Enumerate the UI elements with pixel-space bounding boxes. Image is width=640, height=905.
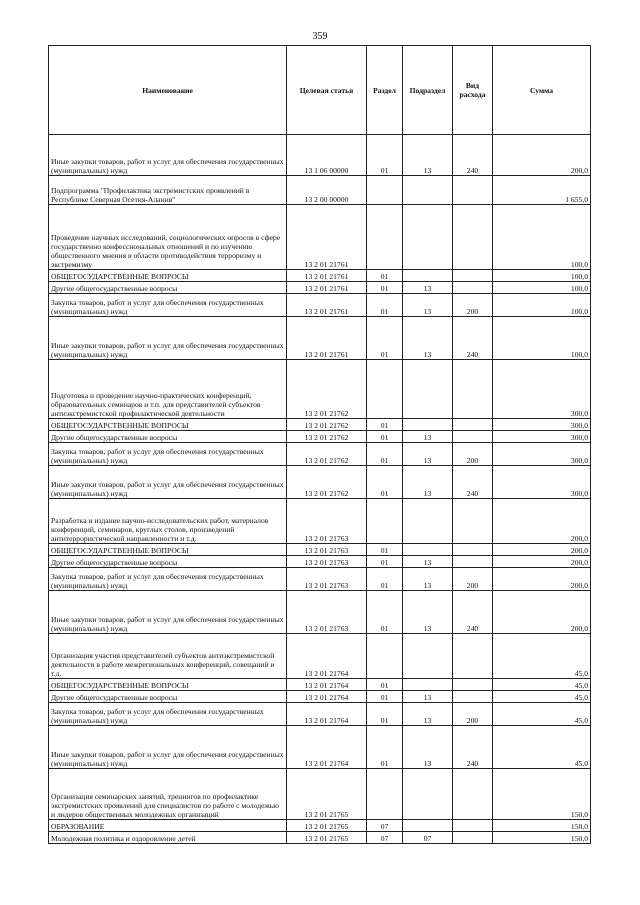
row-amount: 100,0 [493, 317, 591, 360]
row-amount: 200,0 [493, 499, 591, 544]
row-amount: 45,0 [493, 691, 591, 703]
row-amount: 300,0 [493, 431, 591, 443]
row-target: 13 2 01 21762 [287, 431, 367, 443]
row-name: Закупка товаров, работ и услуг для обеспечения государственных (муниципальных) нужд [49, 294, 287, 317]
header-target: Целевая статья [287, 46, 367, 135]
row-name: Другие общегосударственные вопросы [49, 282, 287, 294]
row-amount: 45,0 [493, 726, 591, 769]
row-name: Иные закупки товаров, работ и услуг для обеспечения государственных (муниципальных) нужд [49, 317, 287, 360]
table-row [49, 832, 591, 844]
row-subsection: 13 [403, 556, 453, 568]
row-amount: 300,0 [493, 360, 591, 419]
row-subsection [403, 769, 453, 820]
table-row [49, 726, 591, 769]
row-subsection: 13 [403, 317, 453, 360]
row-name: ОБЩЕГОСУДАРСТВЕННЫЕ ВОПРОСЫ [49, 679, 287, 691]
row-subsection [403, 176, 453, 205]
row-section: 01 [367, 294, 403, 317]
row-expense-type: 200 [453, 568, 493, 591]
table-row [49, 466, 591, 499]
row-expense-type: 200 [453, 443, 493, 466]
row-target: 13 2 01 21761 [287, 205, 367, 270]
row-target: 13 2 01 21762 [287, 419, 367, 431]
row-expense-type [453, 419, 493, 431]
row-expense-type [453, 431, 493, 443]
row-section: 07 [367, 832, 403, 844]
row-expense-type: 240 [453, 726, 493, 769]
row-section: 01 [367, 419, 403, 431]
row-section: 01 [367, 591, 403, 634]
table-row [49, 499, 591, 544]
table-row [49, 360, 591, 419]
table-row [49, 419, 591, 431]
table-row [49, 703, 591, 726]
row-subsection: 13 [403, 726, 453, 769]
row-section: 01 [367, 135, 403, 176]
header-subsection: Подраздел [403, 46, 453, 135]
row-name: ОБЩЕГОСУДАРСТВЕННЫЕ ВОПРОСЫ [49, 270, 287, 282]
row-expense-type [453, 634, 493, 679]
row-amount: 200,0 [493, 568, 591, 591]
table-row [49, 176, 591, 205]
row-amount: 200,0 [493, 544, 591, 556]
row-subsection: 13 [403, 443, 453, 466]
row-section: 01 [367, 466, 403, 499]
row-expense-type [453, 769, 493, 820]
row-amount: 100,0 [493, 270, 591, 282]
table-row [49, 556, 591, 568]
row-expense-type: 240 [453, 466, 493, 499]
table-row [49, 568, 591, 591]
row-name: ОБРАЗОВАНИЕ [49, 820, 287, 832]
row-target: 13 2 01 21761 [287, 270, 367, 282]
table-row [49, 431, 591, 443]
row-section [367, 634, 403, 679]
row-name: Разработка и издание научно-исследовательских работ, материалов конференций, семинаров, круглых столов, произведений антитеррористической направленности и т.д. [49, 499, 287, 544]
row-name: ОБЩЕГОСУДАРСТВЕННЫЕ ВОПРОСЫ [49, 544, 287, 556]
row-amount: 300,0 [493, 419, 591, 431]
row-expense-type [453, 499, 493, 544]
row-amount: 200,0 [493, 556, 591, 568]
row-amount: 100,0 [493, 294, 591, 317]
row-name: Другие общегосударственные вопросы [49, 431, 287, 443]
row-name: Иные закупки товаров, работ и услуг для обеспечения государственных (муниципальных) нужд [49, 726, 287, 769]
row-section: 01 [367, 556, 403, 568]
row-subsection [403, 679, 453, 691]
row-expense-type [453, 691, 493, 703]
row-name: Иные закупки товаров, работ и услуг для обеспечения государственных (муниципальных) нужд [49, 135, 287, 176]
row-section: 01 [367, 726, 403, 769]
table-row [49, 317, 591, 360]
row-target: 13 2 01 21765 [287, 769, 367, 820]
row-target: 13 2 01 21764 [287, 679, 367, 691]
row-amount: 150,0 [493, 820, 591, 832]
table-row [49, 544, 591, 556]
table-row [49, 135, 591, 176]
row-section: 01 [367, 691, 403, 703]
row-section [367, 360, 403, 419]
row-target: 13 2 01 21764 [287, 703, 367, 726]
table-row [49, 282, 591, 294]
row-subsection: 13 [403, 431, 453, 443]
row-target: 13 2 01 21761 [287, 317, 367, 360]
row-subsection: 13 [403, 691, 453, 703]
table-header-row [49, 46, 591, 135]
header-name: Наименование [49, 46, 287, 135]
row-target: 13 2 01 21761 [287, 294, 367, 317]
row-name: Иные закупки товаров, работ и услуг для обеспечения государственных (муниципальных) нужд [49, 466, 287, 499]
row-section [367, 205, 403, 270]
row-expense-type [453, 360, 493, 419]
table-row [49, 634, 591, 679]
row-expense-type [453, 176, 493, 205]
row-expense-type [453, 820, 493, 832]
row-section: 01 [367, 568, 403, 591]
row-name: Молодежная политика и оздоровление детей [49, 832, 287, 844]
row-section: 01 [367, 282, 403, 294]
row-name: Проведение научных исследований, социологических опросов в сфере государственно конфессиональных отношений и по изучению общественного мнения в области противодействия терроризму и экстремизму [49, 205, 287, 270]
row-target: 13 2 01 21763 [287, 568, 367, 591]
table-row [49, 270, 591, 282]
row-amount: 150,0 [493, 769, 591, 820]
row-subsection [403, 419, 453, 431]
row-amount: 45,0 [493, 634, 591, 679]
row-expense-type [453, 832, 493, 844]
row-section: 01 [367, 270, 403, 282]
table-row [49, 820, 591, 832]
row-subsection [403, 205, 453, 270]
row-section: 01 [367, 443, 403, 466]
row-subsection: 13 [403, 703, 453, 726]
row-expense-type: 240 [453, 135, 493, 176]
row-name: Организация участия представителей субъектов антиэкстремистской деятельности в работе межрегиональных конференций, совещаний и т.д. [49, 634, 287, 679]
table-row [49, 769, 591, 820]
row-subsection: 13 [403, 568, 453, 591]
row-target: 13 2 01 21761 [287, 282, 367, 294]
row-name: Подпрограмма "Профилактика экстремистских проявлений в Республике Северная Осетия-Алания" [49, 176, 287, 205]
row-target: 13 2 01 21762 [287, 443, 367, 466]
row-section [367, 769, 403, 820]
row-target: 13 2 01 21765 [287, 832, 367, 844]
table-row [49, 591, 591, 634]
row-amount: 300,0 [493, 443, 591, 466]
row-subsection [403, 820, 453, 832]
row-amount: 100,0 [493, 205, 591, 270]
row-amount: 200,0 [493, 135, 591, 176]
row-subsection [403, 634, 453, 679]
row-amount: 1 655,0 [493, 176, 591, 205]
table-row [49, 691, 591, 703]
row-name: Иные закупки товаров, работ и услуг для обеспечения государственных (муниципальных) нужд [49, 591, 287, 634]
row-name: Закупка товаров, работ и услуг для обеспечения государственных (муниципальных) нужд [49, 443, 287, 466]
row-name: Организация семинарских занятий, тренингов по профилактике экстремистских проявлений для специалистов по работе с молодежью и лидеров общественных молодежных организаций [49, 769, 287, 820]
row-name: Другие общегосударственные вопросы [49, 691, 287, 703]
table-row [49, 679, 591, 691]
row-target: 13 2 01 21762 [287, 466, 367, 499]
row-target: 13 1 06 00000 [287, 135, 367, 176]
row-target: 13 2 01 21765 [287, 820, 367, 832]
row-name: Закупка товаров, работ и услуг для обеспечения государственных (муниципальных) нужд [49, 703, 287, 726]
row-expense-type [453, 556, 493, 568]
row-subsection: 13 [403, 294, 453, 317]
table-row [49, 294, 591, 317]
row-target: 13 2 01 21763 [287, 591, 367, 634]
table-row [49, 443, 591, 466]
row-subsection [403, 360, 453, 419]
row-amount: 200,0 [493, 591, 591, 634]
row-target: 13 2 01 21764 [287, 634, 367, 679]
row-subsection: 07 [403, 832, 453, 844]
row-name: Другие общегосударственные вопросы [49, 556, 287, 568]
row-target: 13 2 01 21763 [287, 544, 367, 556]
row-subsection: 13 [403, 135, 453, 176]
row-subsection: 13 [403, 591, 453, 634]
page-number: 359 [312, 31, 328, 42]
row-name: ОБЩЕГОСУДАРСТВЕННЫЕ ВОПРОСЫ [49, 419, 287, 431]
header-section: Раздел [367, 46, 403, 135]
row-target: 13 2 01 21764 [287, 726, 367, 769]
row-amount: 300,0 [493, 466, 591, 499]
row-amount: 100,0 [493, 282, 591, 294]
row-section: 01 [367, 431, 403, 443]
row-name: Подготовка и проведение научно-практических конференций, образовательных семинаров и т.п. для представителей субъектов антиэкстремистской профилактической деятельности [49, 360, 287, 419]
row-section: 01 [367, 703, 403, 726]
row-amount: 45,0 [493, 703, 591, 726]
table-body [49, 135, 591, 844]
table-row [49, 205, 591, 270]
row-target: 13 2 01 21764 [287, 691, 367, 703]
row-expense-type [453, 679, 493, 691]
row-section: 01 [367, 317, 403, 360]
row-target: 13 2 01 21762 [287, 360, 367, 419]
row-subsection [403, 544, 453, 556]
budget-table [48, 45, 591, 844]
row-section: 01 [367, 679, 403, 691]
row-expense-type [453, 544, 493, 556]
row-subsection: 13 [403, 466, 453, 499]
row-expense-type [453, 270, 493, 282]
row-expense-type: 200 [453, 294, 493, 317]
row-name: Закупка товаров, работ и услуг для обеспечения государственных (муниципальных) нужд [49, 568, 287, 591]
row-section: 07 [367, 820, 403, 832]
header-expense-type: Вид расхода [453, 46, 493, 135]
row-expense-type [453, 282, 493, 294]
row-amount: 150,0 [493, 832, 591, 844]
row-section: 01 [367, 544, 403, 556]
header-amount: Сумма [493, 46, 591, 135]
row-subsection: 13 [403, 282, 453, 294]
row-subsection [403, 499, 453, 544]
row-target: 13 2 00 00000 [287, 176, 367, 205]
row-target: 13 2 01 21763 [287, 499, 367, 544]
row-subsection [403, 270, 453, 282]
row-expense-type [453, 205, 493, 270]
row-expense-type: 240 [453, 317, 493, 360]
row-amount: 45,0 [493, 679, 591, 691]
row-section [367, 499, 403, 544]
row-expense-type: 200 [453, 703, 493, 726]
row-expense-type: 240 [453, 591, 493, 634]
row-section [367, 176, 403, 205]
row-target: 13 2 01 21763 [287, 556, 367, 568]
